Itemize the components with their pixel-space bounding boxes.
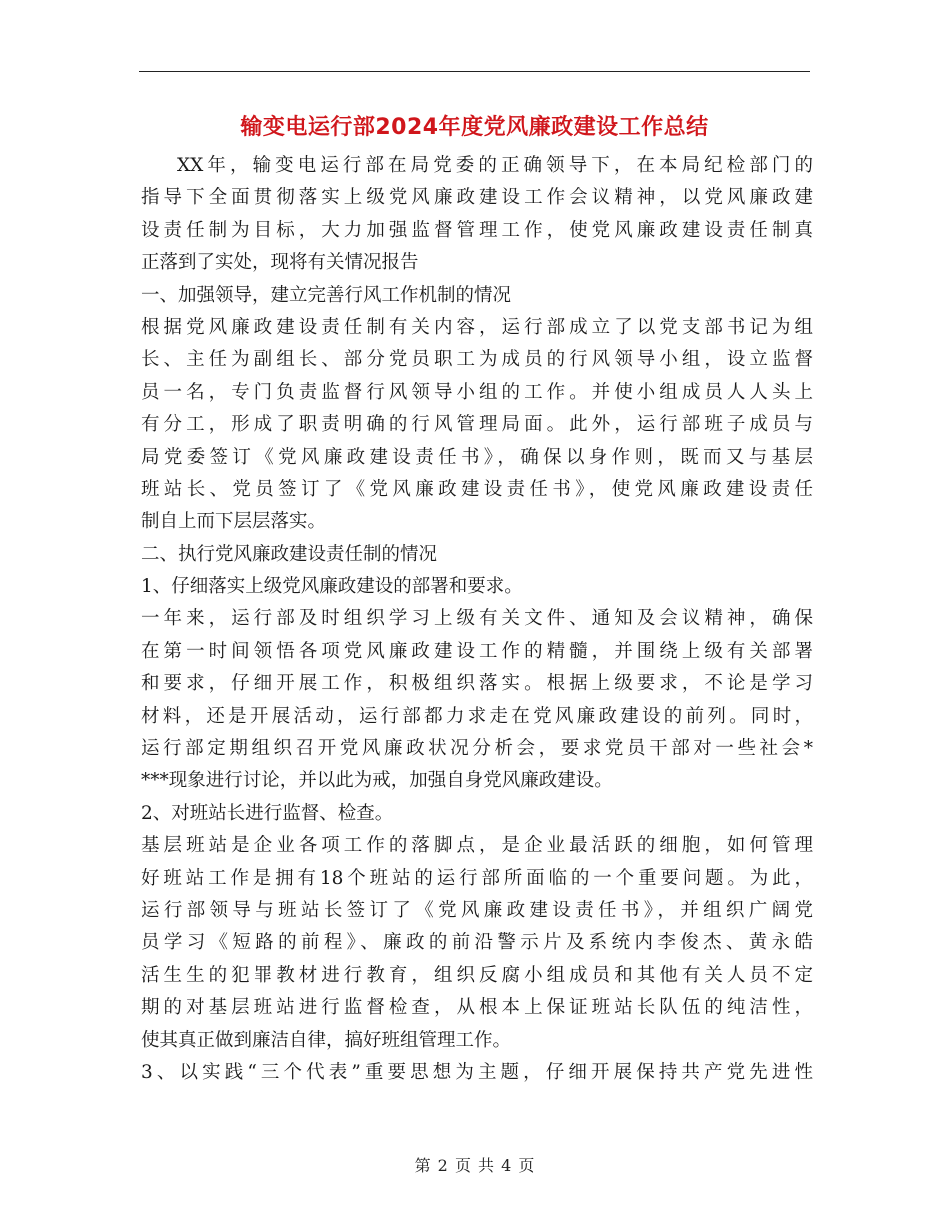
text-line: 制自上而下层层落实。	[141, 511, 327, 533]
text-line: 一年来，运行部及时组织学习上级有关文件、通知及会议精神，确保	[141, 608, 813, 630]
document-title: 输变电运行部2024年度党风廉政建设工作总结	[240, 115, 709, 140]
text-line: 基层班站是企业各项工作的落脚点，是企业最活跃的细胞，如何管理	[141, 835, 813, 857]
text-line: 活生生的犯罪教材进行教育，组织反腐小组成员和其他有关人员不定	[141, 964, 813, 986]
text-line: 好班站工作是拥有18个班站的运行部所面临的一个重要问题。为此，	[141, 867, 813, 889]
text-line: 设责任制为目标，大力加强监督管理工作，使党风廉政建设责任制真	[141, 219, 813, 241]
text-line: 长、主任为副组长、部分党员职工为成员的行风领导小组，设立监督	[141, 349, 813, 371]
text-line: 使其真正做到廉洁自律，搞好班组管理工作。	[141, 1029, 512, 1051]
text-line: 员学习《短路的前程》、廉政的前沿警示片及系统内李俊杰、黄永皓	[141, 932, 813, 954]
text-line: 正落到了实处，现将有关情况报告	[141, 252, 419, 274]
text-line: 班站长、党员签订了《党风廉政建设责任书》，使党风廉政建设责任	[141, 478, 813, 500]
page-footer: 第 2 页 共 4 页	[414, 1156, 536, 1175]
header-rule	[139, 71, 810, 72]
document-body	[141, 150, 813, 1089]
text-line: 二、执行党风廉政建设责任制的情况	[141, 543, 438, 565]
text-line: 员一名，专门负责监督行风领导小组的工作。并使小组成员人人头上	[141, 381, 813, 403]
text-line: 根据党风廉政建设责任制有关内容，运行部成立了以党支部书记为组	[141, 316, 813, 338]
text-line: 和要求，仔细开展工作，积极组织落实。根据上级要求，不论是学习	[141, 673, 813, 695]
text-line: 3、以实践“三个代表”重要思想为主题，仔细开展保持共产党先进性	[141, 1061, 813, 1083]
text-line: 运行部领导与班站长签订了《党风廉政建设责任书》，并组织广阔党	[141, 899, 813, 921]
text-line: 1、仔细落实上级党风廉政建设的部署和要求。	[141, 576, 523, 598]
text-line: 运行部定期组织召开党风廉政状况分析会，要求党员干部对一些社会*	[141, 738, 813, 760]
text-line: 2、对班站长进行监督、检查。	[141, 802, 394, 824]
text-line: 材料，还是开展活动，运行部都力求走在党风廉政建设的前列。同时，	[141, 705, 813, 727]
text-line: 有分工，形成了职责明确的行风管理局面。此外，运行部班子成员与	[141, 414, 813, 436]
text-line: ***现象进行讨论，并以此为戒，加强自身党风廉政建设。	[141, 770, 613, 792]
text-line: 在第一时间领悟各项党风廉政建设工作的精髓，并围绕上级有关部署	[141, 640, 813, 662]
text-line: XX年，输变电运行部在局党委的正确领导下，在本局纪检部门的	[177, 155, 813, 176]
text-line: 指导下全面贯彻落实上级党风廉政建设工作会议精神，以党风廉政建	[141, 187, 813, 209]
text-line: 一、加强领导，建立完善行风工作机制的情况	[141, 284, 512, 306]
text-line: 期的对基层班站进行监督检查，从根本上保证班站长队伍的纯洁性，	[141, 997, 813, 1019]
text-line: 局党委签订《党风廉政建设责任书》，确保以身作则，既而又与基层	[141, 446, 813, 468]
